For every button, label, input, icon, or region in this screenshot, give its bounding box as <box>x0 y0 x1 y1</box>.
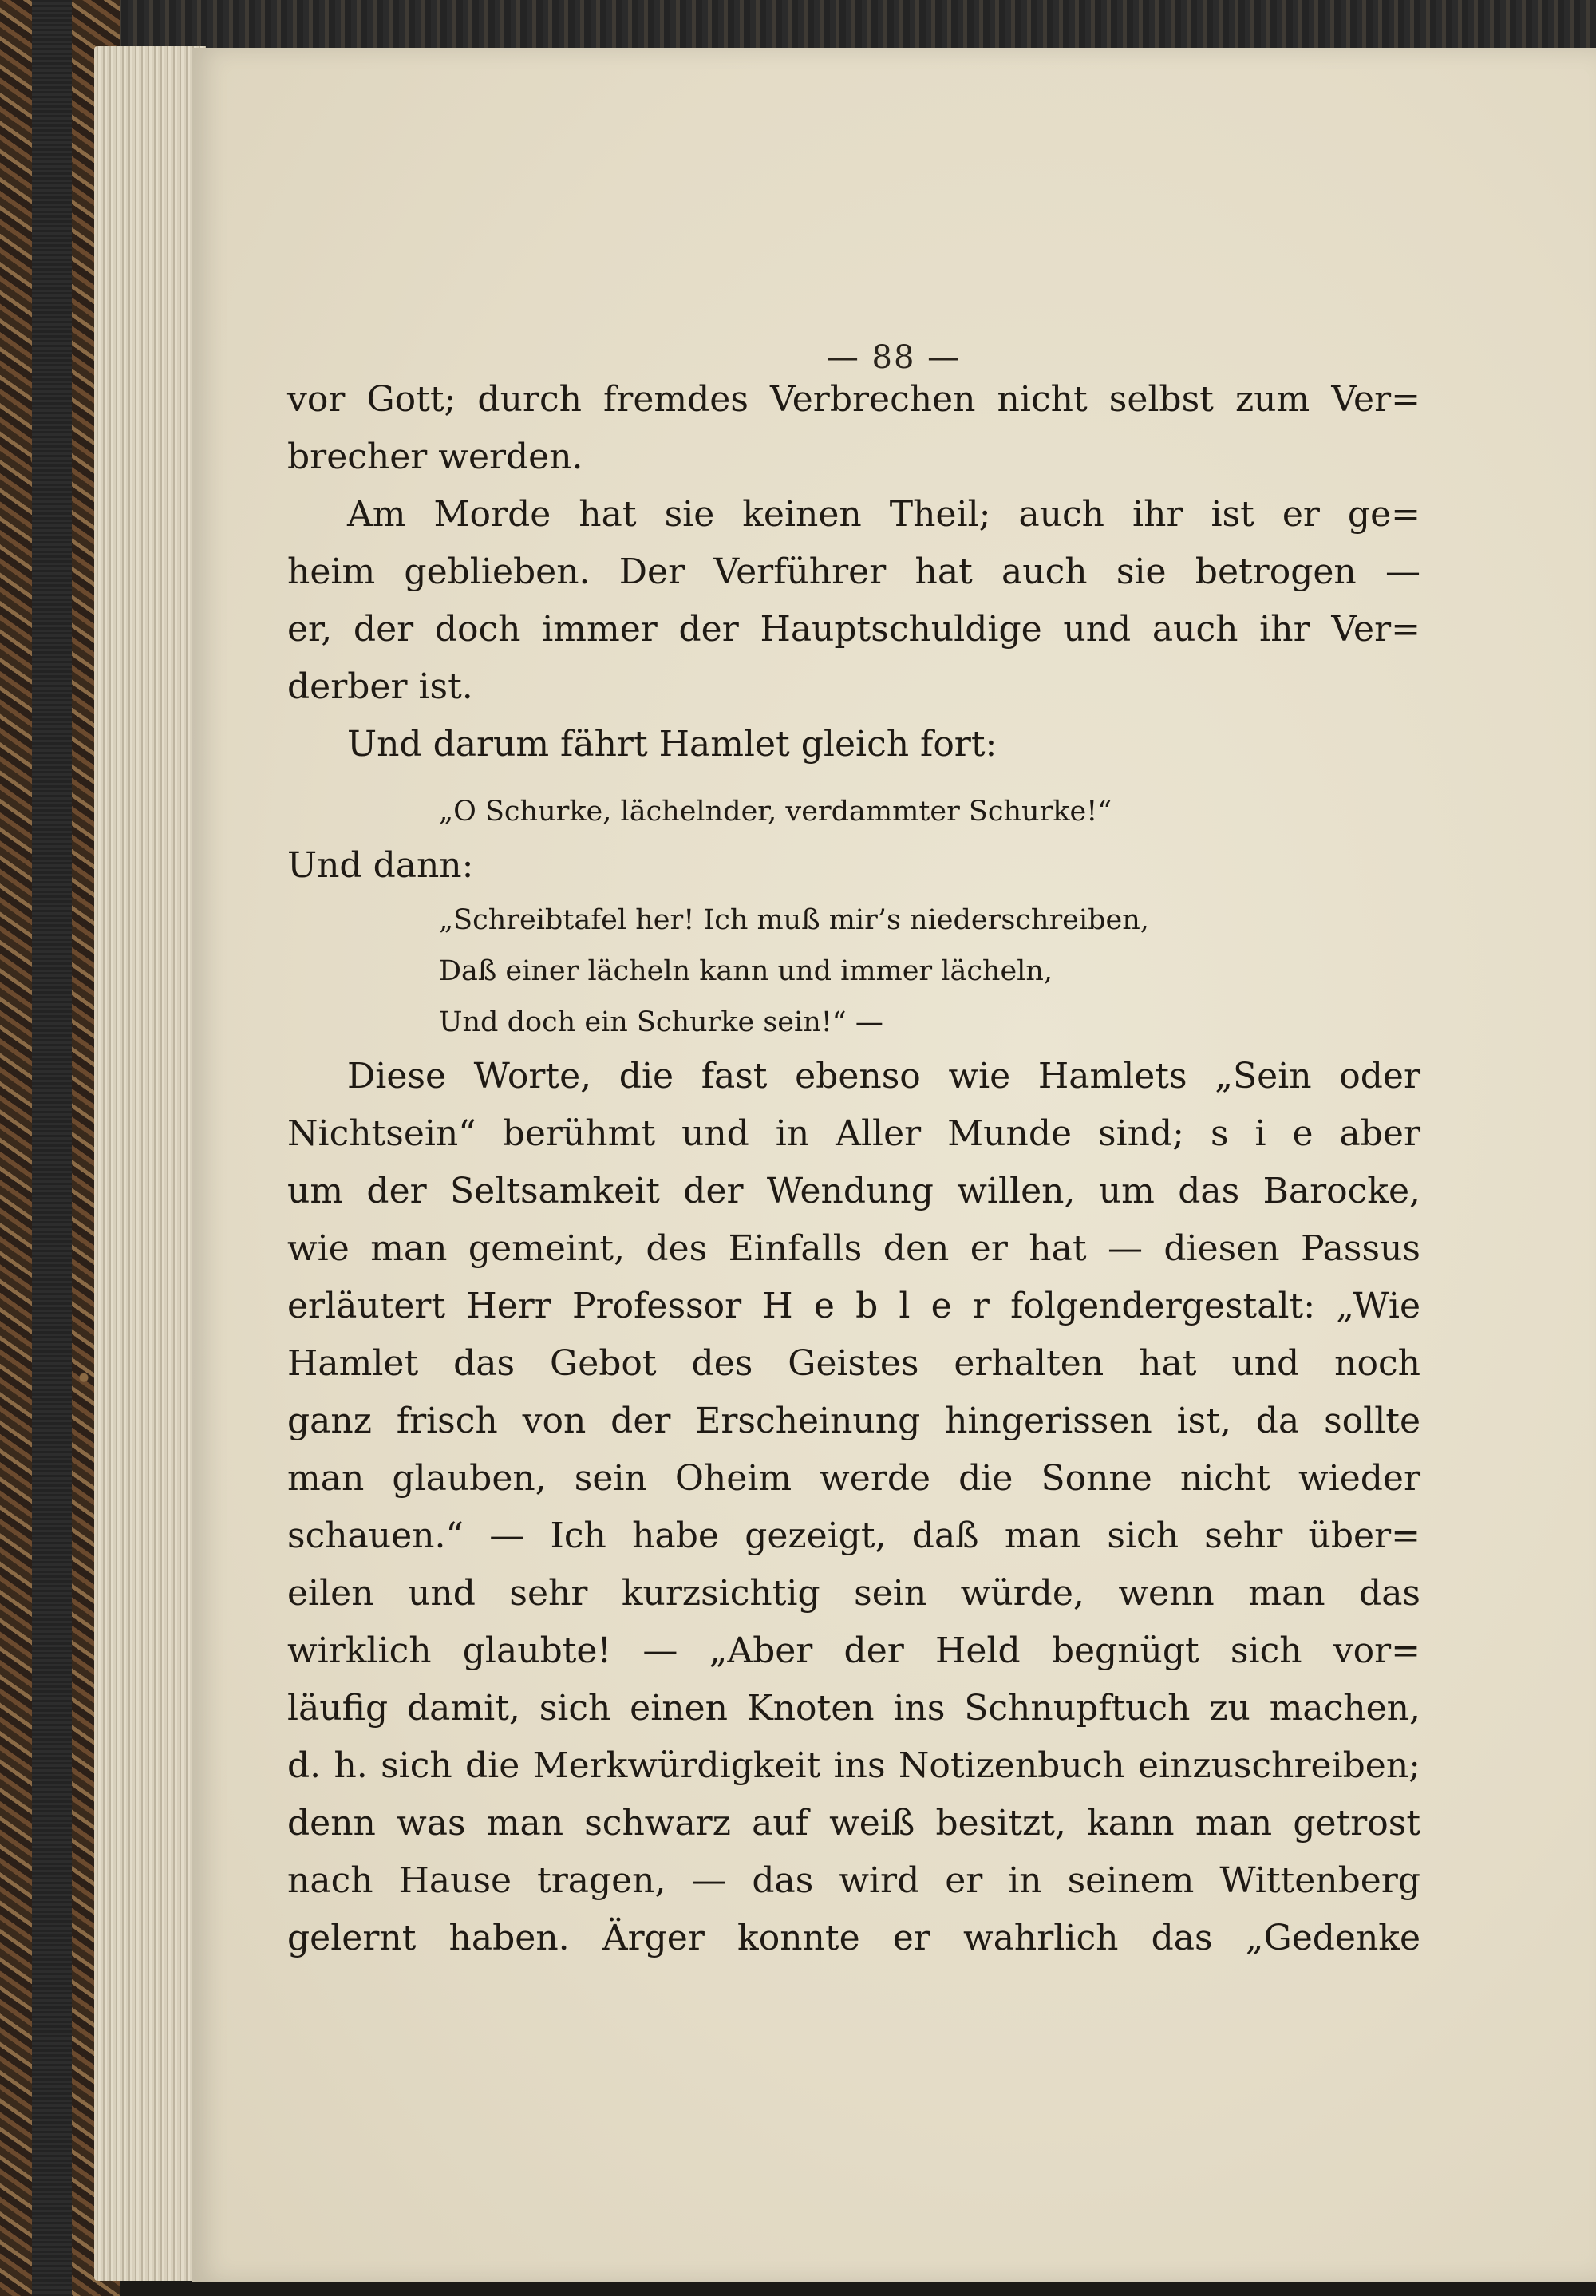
text-line: nach Hause tragen, — das wird er in seinem Wittenberg <box>287 1860 1420 1901</box>
text-line: gelernt haben. Ärger konnte er wahrlich das „Gedenke <box>287 1918 1420 1958</box>
text-line: um der Seltsamkeit der Wendung willen, um das Barocke, <box>287 1171 1420 1211</box>
text-line: wie man gemeint, des Einfalls den er hat — diesen Passus <box>287 1228 1420 1269</box>
page-text <box>287 371 1420 1967</box>
text-line: derber ist. <box>287 666 473 707</box>
quote-line: „O Schurke, lächelnder, verdammter Schurke!“ <box>439 796 1112 828</box>
text-line: heim geblieben. Der Verführer hat auch sie betrogen — <box>287 551 1420 592</box>
text-line: Diese Worte, die fast ebenso wie Hamlets „Sein oder <box>347 1056 1420 1097</box>
quote-line: Daß einer lächeln kann und immer lächeln, <box>439 955 1053 987</box>
text-line: brecher werden. <box>287 437 583 477</box>
text-line: denn was man schwarz auf weiß besitzt, kann man getrost <box>287 1803 1420 1844</box>
text-line: wirklich glaubte! — „Aber der Held begnügt sich vor= <box>287 1630 1420 1671</box>
page-number: — 88 — <box>826 339 962 376</box>
text-line: eilen und sehr kurzsichtig sein würde, wenn man das <box>287 1573 1420 1614</box>
text-line: man glauben, sein Oheim werde die Sonne nicht wieder <box>287 1458 1420 1499</box>
text-line: Und darum fährt Hamlet gleich fort: <box>347 724 998 765</box>
text-line: Am Morde hat sie keinen Theil; auch ihr ist er ge= <box>347 494 1420 535</box>
book-spine-band <box>32 0 72 2296</box>
quote-line: Und doch ein Schurke sein!“ — <box>439 1006 883 1038</box>
quote-line: „Schreibtafel her! Ich muß mir’s niederschreiben, <box>439 904 1149 936</box>
text-line: er, der doch immer der Hauptschuldige und auch ihr Ver= <box>287 609 1420 650</box>
text-line: schauen.“ — Ich habe gezeigt, daß man sich sehr über= <box>287 1516 1420 1556</box>
text-line: erläutert Herr Professor H e b l e r folgendergestalt: „Wie <box>287 1286 1420 1326</box>
text-line: vor Gott; durch fremdes Verbrechen nicht selbst zum Ver= <box>287 379 1420 420</box>
text-line: d. h. sich die Merkwürdigkeit ins Notizenbuch einzuschreiben; <box>287 1745 1420 1786</box>
page-stack-edges <box>94 46 206 2281</box>
text-line: Und dann: <box>287 845 474 886</box>
text-line: Hamlet das Gebot des Geistes erhalten hat und noch <box>287 1343 1420 1384</box>
text-line: Nichtsein“ berühmt und in Aller Munde sind; s i e aber <box>287 1113 1420 1154</box>
text-line: läufig damit, sich einen Knoten ins Schnupftuch zu machen, <box>287 1688 1420 1729</box>
text-line: ganz frisch von der Erscheinung hingerissen ist, da sollte <box>287 1401 1420 1441</box>
book-top-edge <box>0 0 1596 48</box>
